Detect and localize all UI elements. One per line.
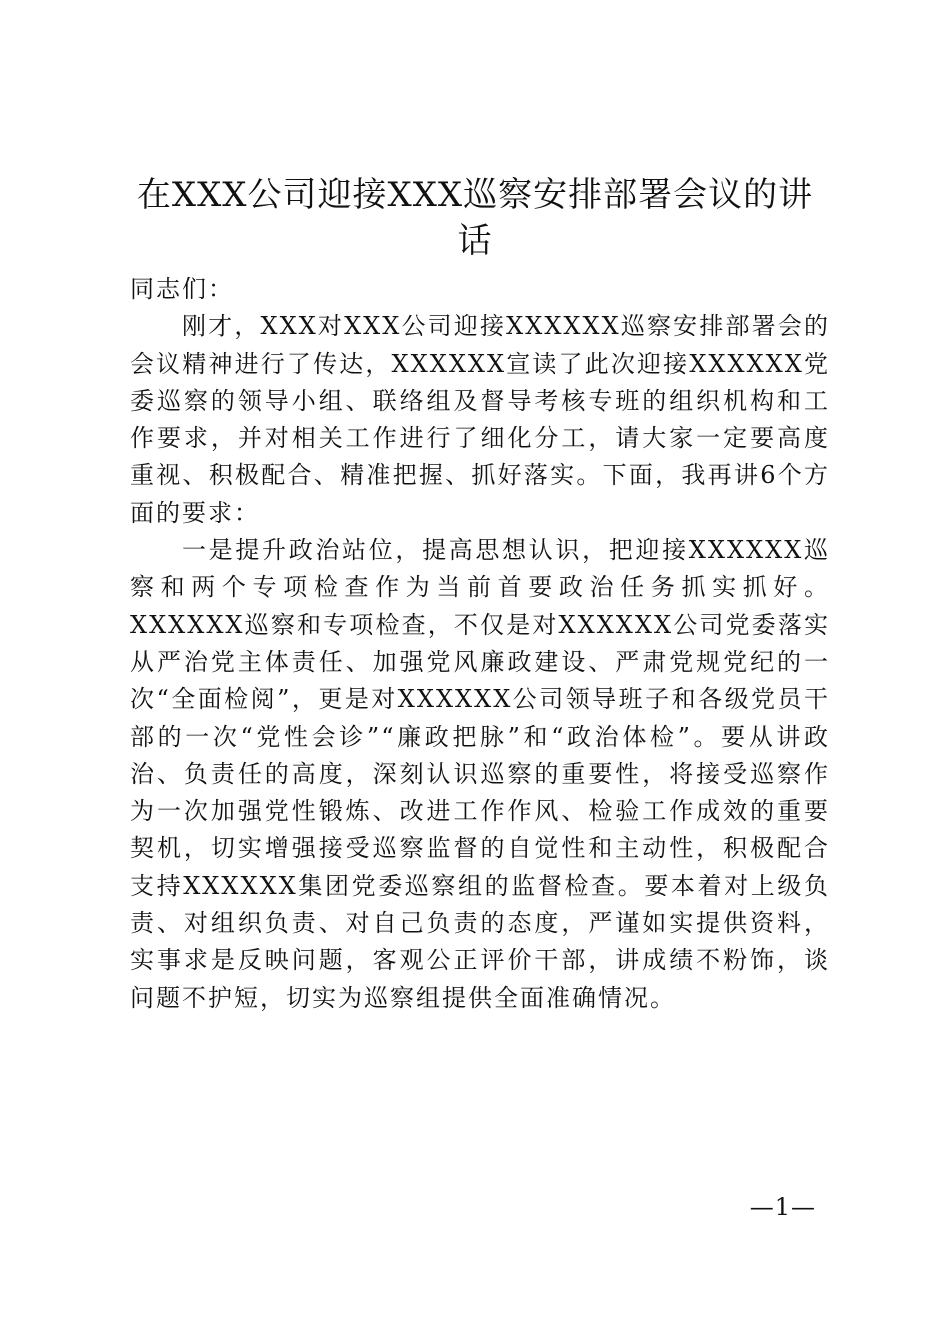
paragraph-intro: 刚才，XXX对XXX公司迎接XXXXXX巡察安排部署会的会议精神进行了传达，XXXXXX宣读了此次迎接XXXXXX党委巡察的领导小组、联络组及督导考核专班的组织机构和工作要求，并对相关工作进行了细化分工，请大家一定要高度重视、积极配合、精准把握、抓好落实。下面，我再讲6个方面的要求： bbox=[130, 312, 830, 527]
document-body bbox=[130, 271, 830, 1017]
page-number: —1— bbox=[749, 1193, 816, 1221]
document-title: 在XXX公司迎接XXX巡察安排部署会议的讲话 bbox=[136, 175, 814, 261]
salutation: 同志们： bbox=[130, 275, 234, 303]
paragraph-point-one: 一是提升政治站位，提高思想认识，把迎接XXXXXX巡察和两个专项检查作为当前首要政治任务抓实抓好。XXXXXX巡察和专项检查，不仅是对XXXXXX公司党委落实从严治党主体责任、加强党风廉政建设、严肃党规党纪的一次“全面检阅”，更是对XXXXXX公司领导班子和各级党员干部的一次“党性会诊”“廉政把脉”和“政治体检”。要从讲政治、负责任的高度，深刻认识巡察的重要性，将接受巡察作为一次加强党性锻炼、改进工作作风、检验工作成效的重要契机，切实增强接受巡察监督的自觉性和主动性，积极配合支持XXXXXX集团党委巡察组的监督检查。要本着对上级负责、对组织负责、对自己负责的态度，严谨如实提供资料，实事求是反映问题，客观公正评价干部，讲成绩不粉饰，谈问题不护短，切实为巡察组提供全面准确情况。 bbox=[130, 536, 830, 1012]
